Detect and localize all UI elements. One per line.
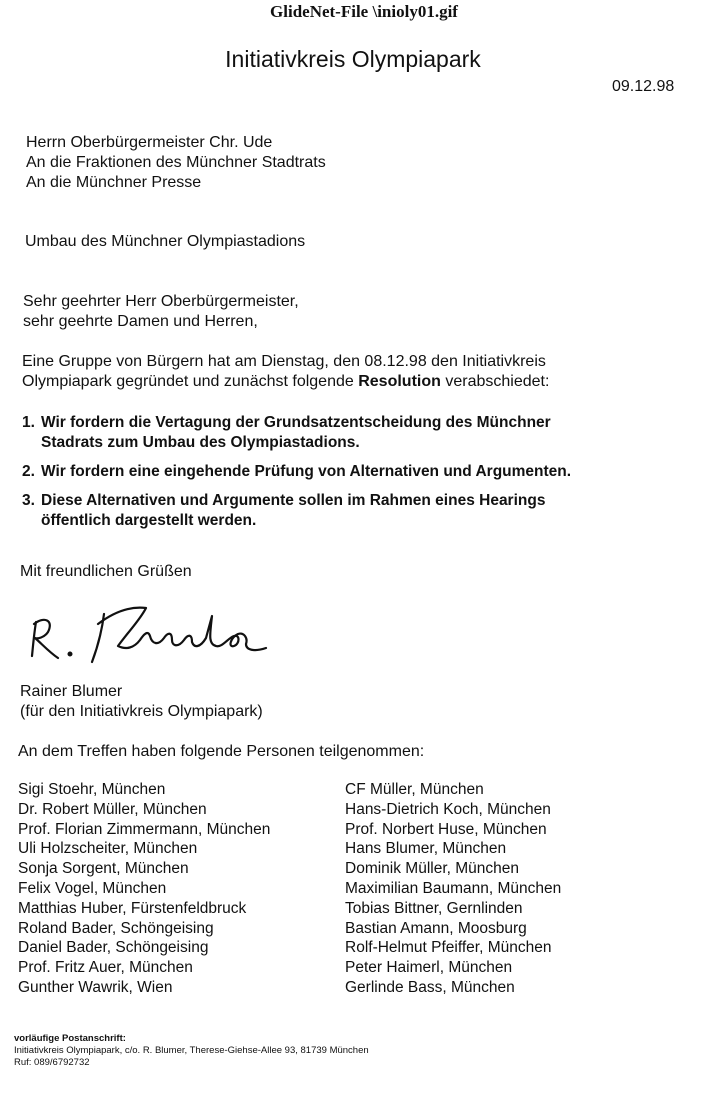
participant-name: Matthias Huber, Fürstenfeldbruck	[18, 899, 247, 917]
participant-name: Prof. Florian Zimmermann, München	[18, 820, 271, 838]
resolution-text: Diese Alternativen und Argumente sollen im Rahmen eines Hearings	[41, 492, 546, 509]
footer-line: vorläufige Postanschrift:	[14, 1033, 126, 1044]
intro-text: verabschiedet:	[440, 373, 550, 390]
resolution-item	[22, 462, 662, 482]
participant-name: Roland Bader, Schöngeising	[18, 919, 214, 937]
salutation-line: sehr geehrte Damen und Herren,	[23, 313, 258, 330]
participant-name: Peter Haimerl, München	[345, 959, 513, 977]
participant-name: Hans Blumer, München	[345, 840, 507, 858]
participant-name: Uli Holzscheiter, München	[18, 840, 198, 858]
file-header: GlideNet-File \inioly01.gif	[270, 2, 458, 21]
subject-line: Umbau des Münchner Olympiastadions	[25, 233, 306, 250]
participant-name: Rolf-Helmut Pfeiffer, München	[345, 939, 552, 957]
recipient-line: An die Fraktionen des Münchner Stadtrats	[26, 154, 326, 171]
resolution-item	[22, 491, 662, 531]
participant-name: Daniel Bader, Schöngeising	[18, 939, 209, 957]
participant-name: Prof. Norbert Huse, München	[345, 820, 547, 838]
participant-name: Tobias Bittner, Gernlinden	[345, 899, 523, 917]
recipient-line: An die Münchner Presse	[26, 174, 202, 191]
resolution-text: öffentlich dargestellt werden.	[41, 512, 257, 529]
participant-name: Sigi Stoehr, München	[18, 781, 166, 798]
participants-intro: An dem Treffen haben folgende Personen teilgenommen:	[18, 743, 425, 760]
resolution-number: 3.	[22, 492, 35, 509]
intro-text: Olympiapark gegründet und zunächst folgende	[22, 373, 359, 390]
footer-line: Ruf: 089/6792732	[14, 1057, 90, 1068]
footer-line: Initiativkreis Olympiapark, c/o. R. Blumer, Therese-Giehse-Allee 93, 81739 München	[14, 1045, 369, 1056]
resolution-number: 1.	[22, 414, 35, 431]
signer-name: Rainer Blumer	[20, 683, 123, 700]
participant-name: Maximilian Baumann, München	[345, 879, 562, 897]
handwritten-signature	[22, 590, 282, 670]
letter-date: 09.12.98	[612, 78, 675, 95]
participant-name: Dr. Robert Müller, München	[18, 800, 207, 818]
recipient-line: Herrn Oberbürgermeister Chr. Ude	[26, 134, 273, 151]
participant-name: Gerlinde Bass, München	[345, 978, 515, 996]
organization-title: Initiativkreis Olympiapark	[225, 46, 481, 72]
participant-name: CF Müller, München	[345, 781, 484, 798]
participant-name: Prof. Fritz Auer, München	[18, 959, 193, 977]
participant-name: Dominik Müller, München	[345, 860, 520, 878]
participant-name: Felix Vogel, München	[18, 879, 167, 897]
resolution-word: Resolution	[358, 373, 441, 390]
signer-role: (für den Initiativkreis Olympiapark)	[20, 703, 263, 720]
postal-address-footer	[14, 1033, 369, 1069]
intro-line: Eine Gruppe von Bürgern hat am Dienstag, den 08.12.98 den Initiativkreis	[22, 353, 546, 370]
participants-left-list	[18, 780, 270, 998]
resolution-text: Wir fordern die Vertagung der Grundsatzentscheidung des Münchner	[41, 414, 551, 431]
participant-name: Bastian Amann, Moosburg	[345, 919, 527, 937]
closing-line: Mit freundlichen Grüßen	[20, 563, 192, 580]
participant-name: Hans-Dietrich Koch, München	[345, 800, 551, 818]
intro-line	[22, 372, 549, 391]
participant-name: Sonja Sorgent, München	[18, 860, 189, 878]
participant-name: Gunther Wawrik, Wien	[18, 978, 173, 996]
resolution-text: Wir fordern eine eingehende Prüfung von Alternativen und Argumenten.	[41, 463, 572, 480]
resolution-text: Stadrats zum Umbau des Olympiastadions.	[41, 434, 360, 451]
salutation-line: Sehr geehrter Herr Oberbürgermeister,	[23, 293, 299, 310]
resolution-item	[22, 413, 662, 453]
resolution-number: 2.	[22, 463, 35, 480]
participants-right-list	[345, 780, 561, 998]
